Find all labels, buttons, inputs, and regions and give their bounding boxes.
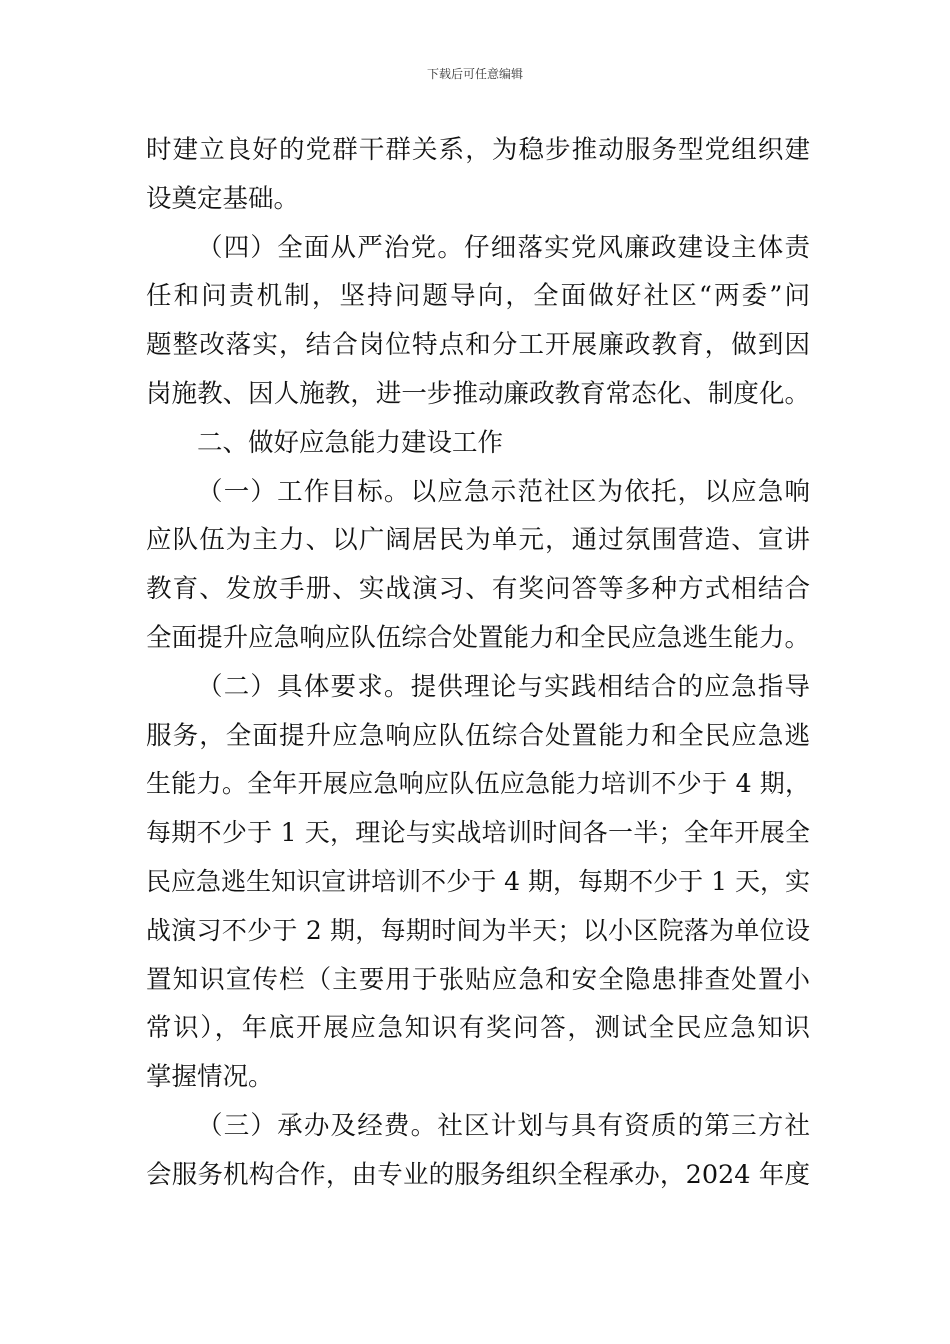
body-line: 每期不少于 1 天，理论与实战培训时间各一半；全年开展全 xyxy=(146,818,810,848)
body-line: （四）全面从严治党。仔细落实党风廉政建设主体责 xyxy=(197,232,810,263)
body-line: 教育、发放手册、实战演习、有奖问答等多种方式相结合 xyxy=(146,574,810,605)
body-line: 服务，全面提升应急响应队伍综合处置能力和全民应急逃 xyxy=(146,720,810,751)
body-line: 题整改落实，结合岗位特点和分工开展廉政教育，做到因 xyxy=(146,330,810,361)
body-line: 常识），年底开展应急知识有奖问答，测试全民应急知识 xyxy=(146,1013,810,1044)
body-line: 岗施教、因人施教，进一步推动廉政教育常态化、制度化。 xyxy=(146,378,810,409)
body-line: 战演习不少于 2 期，每期时间为半天；以小区院落为单位设 xyxy=(146,915,810,945)
document-body xyxy=(146,126,810,1200)
body-line: 民应急逃生知识宣讲培训不少于 4 期，每期不少于 1 天，实 xyxy=(146,866,810,896)
body-line: （一）工作目标。以应急示范社区为依托，以应急响 xyxy=(197,476,810,507)
body-line: 全面提升应急响应队伍综合处置能力和全民应急逃生能力。 xyxy=(146,622,810,653)
body-line: （二）具体要求。提供理论与实践相结合的应急指导 xyxy=(197,671,810,702)
body-line: 设奠定基础。 xyxy=(146,183,300,214)
body-line: 应队伍为主力、以广阔居民为单元，通过氛围营造、宣讲 xyxy=(146,525,810,556)
body-line: 置知识宣传栏（主要用于张贴应急和安全隐患排查处置小 xyxy=(146,964,810,995)
body-line: （三）承办及经费。社区计划与具有资质的第三方社 xyxy=(197,1110,810,1141)
body-line: 任和问责机制，坚持问题导向，全面做好社区“两委”问 xyxy=(146,281,810,312)
section-heading: 二、做好应急能力建设工作 xyxy=(197,427,504,458)
page-header-note: 下载后可任意编辑 xyxy=(426,67,523,81)
body-line: 时建立良好的党群干群关系，为稳步推动服务型党组织建 xyxy=(146,135,810,165)
body-line: 生能力。全年开展应急响应队伍应急能力培训不少于 4 期， xyxy=(146,769,810,799)
body-line: 会服务机构合作，由专业的服务组织全程承办，2024 年度 xyxy=(146,1159,810,1190)
body-line: 掌握情况。 xyxy=(146,1062,274,1093)
